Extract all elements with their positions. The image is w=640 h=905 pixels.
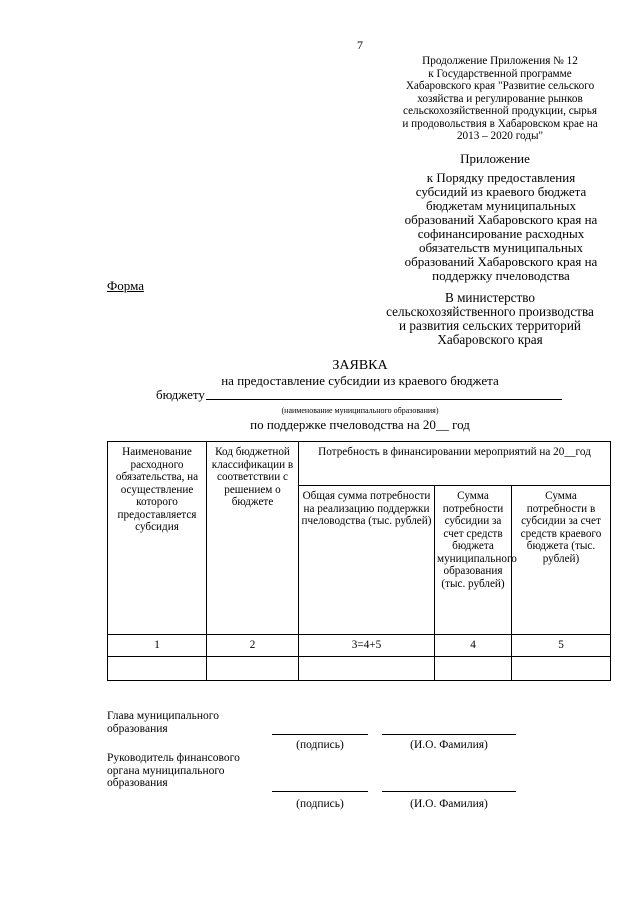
column-header-total-need: Общая сумма потребности на реализацию поддержки пчеловодства (тыс. рублей) — [299, 486, 435, 635]
procedure-reference-line: софинансирование расходных — [417, 226, 585, 241]
addressee-line: сельскохозяйственного производства — [386, 304, 594, 319]
procedure-reference-line: обязательств муниципальных — [418, 240, 584, 255]
column-number: 5 — [512, 635, 611, 657]
finance-name-caption: (И.О. Фамилия) — [410, 798, 488, 810]
table-row — [108, 657, 611, 681]
procedure-reference-line: к Порядку предоставления — [426, 170, 576, 185]
column-header-budget-code: Код бюджетной классификации в соответствии с решением о бюджете — [207, 442, 299, 635]
finance-signature-field[interactable] — [272, 791, 368, 792]
head-label-line: Глава муниципального — [107, 710, 219, 722]
head-signature-field[interactable] — [272, 734, 368, 735]
finance-name-field[interactable] — [382, 791, 516, 792]
procedure-reference-line: субсидий из краевого бюджета — [415, 184, 587, 199]
program-reference-line: и продовольствия в Хабаровском крае на — [402, 117, 598, 130]
page-number: 7 — [357, 38, 363, 52]
table-cell-input[interactable] — [512, 657, 611, 681]
appendix-title: Приложение — [460, 151, 530, 166]
funding-table — [107, 441, 611, 681]
table-row — [108, 635, 611, 657]
municipality-name-field[interactable] — [206, 399, 562, 400]
program-reference-line: Продолжение Приложения № 12 — [422, 55, 578, 67]
program-reference-line: сельскохозяйственной продукции, сырья — [402, 105, 598, 117]
column-number: 1 — [108, 635, 207, 657]
column-header-regional-budget: Сумма потребности в субсидии за счет средств краевого бюджета (тыс. рублей) — [512, 486, 611, 635]
application-subtitle: на предоставление субсидии из краевого бюджета — [221, 373, 499, 388]
finance-signature-label — [107, 752, 240, 790]
program-reference — [370, 55, 630, 143]
procedure-reference — [366, 171, 636, 283]
addressee-line: Хабаровского края — [437, 332, 543, 347]
procedure-reference-line: образований Хабаровского края на — [404, 212, 598, 227]
column-header-municipal-budget: Сумма потребности субсидии за счет средств бюджета муниципального образования (тыс. рублей) — [435, 486, 512, 635]
table-cell-input[interactable] — [435, 657, 512, 681]
procedure-reference-line: поддержку пчеловодства — [432, 268, 570, 283]
form-label: Форма — [107, 278, 144, 293]
column-number: 4 — [435, 635, 512, 657]
column-number: 3=4+5 — [299, 635, 435, 657]
application-title: ЗАЯВКА — [332, 358, 388, 373]
table-cell-input[interactable] — [207, 657, 299, 681]
finance-signature-caption: (подпись) — [296, 798, 344, 810]
finance-label-line: органа муниципального — [107, 764, 225, 777]
addressee-line: В министерство — [444, 290, 536, 305]
procedure-reference-line: бюджетам муниципальных — [426, 198, 576, 213]
program-reference-line: хозяйства и регулирование рынков — [417, 92, 583, 105]
finance-label-line: Руководитель финансового — [107, 752, 240, 764]
finance-label-line: образования — [107, 777, 168, 789]
municipality-name-caption: (наименование муниципального образования) — [281, 406, 439, 415]
column-number: 2 — [207, 635, 299, 657]
program-reference-line: Хабаровского края "Развитие сельского — [405, 80, 595, 92]
program-reference-line: к Государственной программе — [428, 67, 572, 80]
head-signature-caption: (подпись) — [296, 739, 344, 751]
addressee-block — [345, 291, 635, 347]
procedure-reference-line: образований Хабаровского края на — [404, 254, 598, 269]
head-label-line: образования — [107, 722, 168, 735]
column-header-obligation: Наименование расходного обязательства, на осуществление которого предоставляется субсидия — [108, 442, 207, 635]
head-name-caption: (И.О. Фамилия) — [410, 739, 488, 751]
budget-label: бюджету — [156, 387, 205, 402]
table-cell-input[interactable] — [108, 657, 207, 681]
head-signature-label — [107, 710, 219, 735]
head-name-field[interactable] — [382, 734, 516, 735]
program-reference-line: 2013 – 2020 годы" — [456, 130, 544, 142]
column-group-header-funding-need: Потребность в финансировании мероприятий на 20__год — [299, 442, 611, 486]
application-purpose: по поддержке пчеловодства на 20__ год — [250, 417, 470, 432]
addressee-line: и развития сельских территорий — [399, 318, 581, 333]
table-cell-input[interactable] — [299, 657, 435, 681]
